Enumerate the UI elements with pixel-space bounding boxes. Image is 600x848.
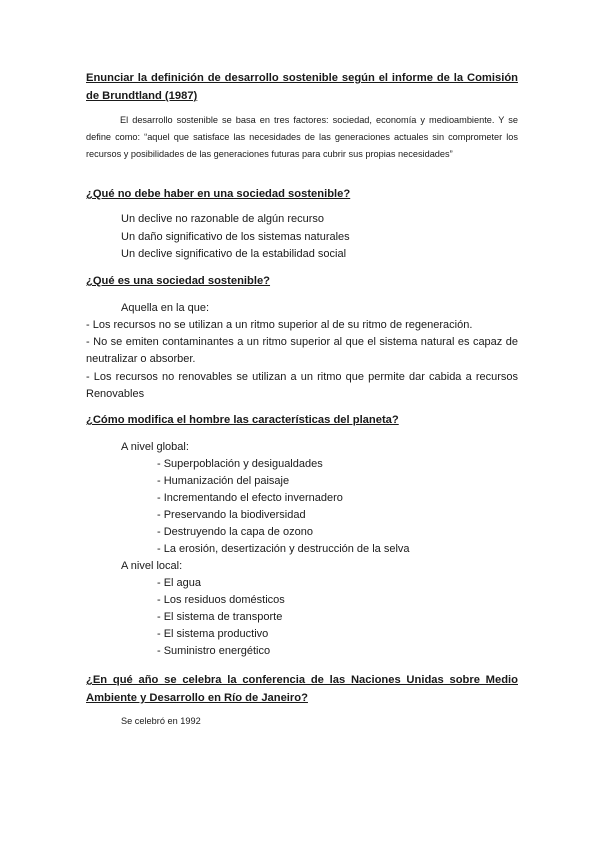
list-item: - Los recursos no se utilizan a un ritmo superior al de su ritmo de regeneración. bbox=[86, 319, 473, 331]
paragraph-definition bbox=[86, 112, 518, 163]
heading-sociedad-sostenible: ¿Qué es una sociedad sostenible? bbox=[86, 275, 271, 287]
list-item: - No se emiten contaminantes a un ritmo superior al que el sistema natural es capaz de neutralizar o absorber. bbox=[86, 336, 518, 365]
local-label: A nivel local: bbox=[121, 560, 183, 572]
list-item: - Incrementando el efecto invernadero bbox=[157, 492, 343, 504]
list-item: - El sistema de transporte bbox=[157, 611, 283, 623]
list-item: - El sistema productivo bbox=[157, 628, 269, 640]
list-item: - Humanización del paisaje bbox=[157, 475, 290, 487]
heading-como-modifica: ¿Cómo modifica el hombre las características del planeta? bbox=[86, 414, 399, 426]
list-item: - Suministro energético bbox=[157, 645, 271, 657]
answer-text: Se celebró en 1992 bbox=[121, 716, 201, 726]
list-item: - El agua bbox=[157, 577, 202, 589]
list-item: - Preservando la biodiversidad bbox=[157, 509, 306, 521]
list-item: - La erosión, desertización y destrucción de la selva bbox=[157, 543, 410, 555]
list-item: - Los residuos domésticos bbox=[157, 594, 285, 606]
heading-rio-janeiro: ¿En qué año se celebra la conferencia de las Naciones Unidas sobre Medio Ambiente y Desarrollo en Río de Janeiro? bbox=[86, 674, 518, 704]
list-item: Un declive no razonable de algún recurso bbox=[121, 213, 325, 225]
intro-text: Aquella en la que: bbox=[121, 302, 210, 314]
list-item: Un declive significativo de la estabilidad social bbox=[121, 248, 347, 260]
list-item: - Superpoblación y desigualdades bbox=[157, 458, 323, 470]
list-item: - Destruyendo la capa de ozono bbox=[157, 526, 313, 538]
heading-brundtland: Enunciar la definición de desarrollo sostenible según el informe de la Comisión de Brundtland (1987) bbox=[86, 72, 518, 102]
list-item: Un daño significativo de los sistemas naturales bbox=[121, 231, 350, 243]
heading-no-debe-haber: ¿Qué no debe haber en una sociedad sostenible? bbox=[86, 188, 351, 200]
list-item: - Los recursos no renovables se utilizan a un ritmo que permite dar cabida a recursos Renovables bbox=[86, 371, 518, 400]
paragraph-definition-text: El desarrollo sostenible se basa en tres factores: sociedad, economía y medioambiente. Y se define como: “aquel que satisface las necesidades de las generaciones actuales sin comprometer los recursos y posibilidades de las generaciones futuras para cubrir sus propias necesidades” bbox=[86, 115, 518, 159]
global-label: A nivel global: bbox=[121, 441, 189, 453]
